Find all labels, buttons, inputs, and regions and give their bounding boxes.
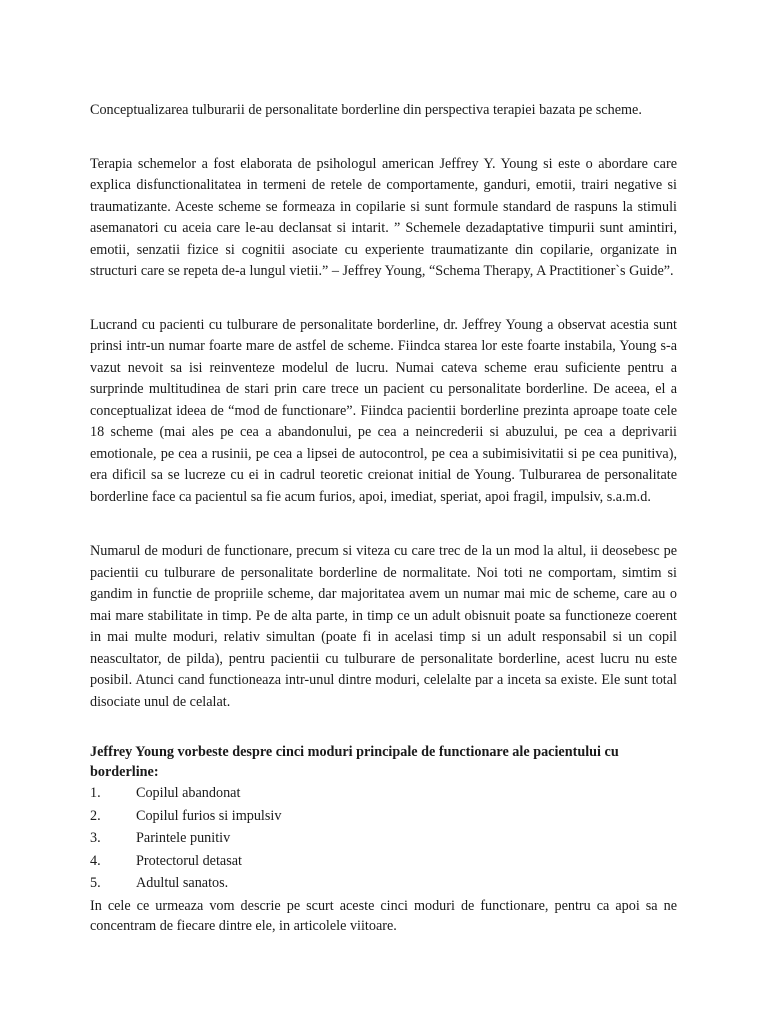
list-item [90, 872, 677, 895]
modes-list [90, 782, 677, 895]
list-item-number: 2. [90, 807, 101, 824]
paragraph-number-of-modes: Numarul de moduri de functionare, precum si viteza cu care trec de la un mod la altul, ii deosebesc pe pacientii cu tulburare de personalitate borderline de normalitate. Noi toti ne comportam, simtim si gandim in functie de propriile scheme, dar majoritatea avem un numar mai mic de scheme, care au o mai mare stabilitate in timp. Pe de alta parte, in timp ce un adult obisnuit poate sa functioneze coerent in mai multe moduri, relativ simultan (poate fi in acelasi timp si un adult responsabil si un copil neascultator, de pilda), pentru pacientii cu tulburare de personalitate borderline, acest lucru nu este posibil. Atunci cand functioneaza intr-unul dintre moduri, celelalte par a inceta sa existe. Ele sunt total disociate unul de celalat. [90, 543, 677, 710]
closing-paragraph: In cele ce urmeaza vom descrie pe scurt aceste cinci moduri de functionare, pentru ca apoi sa ne concentram de fiecare dintre ele, in articolele viitoare. [90, 897, 677, 934]
list-item [90, 850, 677, 873]
list-item-text: Copilul furios si impulsiv [136, 807, 282, 824]
list-item-number: 1. [90, 785, 101, 801]
list-item-text: Copilul abandonat [136, 785, 241, 801]
document-title: Conceptualizarea tulburarii de personalitate borderline din perspectiva terapiei bazata pe scheme. [90, 102, 642, 118]
section-heading: Jeffrey Young vorbeste despre cinci moduri principale de functionare ale pacientului cu borderline: [90, 744, 619, 780]
paragraph-schema-therapy: Terapia schemelor a fost elaborata de psihologul american Jeffrey Y. Young si este o abordare care explica disfunctionalitatea in termeni de retele de comportamente, ganduri, emotii, trairi negative si traumatizante. Aceste scheme se formeaza in copilarie si sunt formule standard de raspuns la stimuli asemanatori cu aceia care le-au declansat si intarit. ” Schemele dezadaptative timpurii sunt amintiri, emotii, senzatii fizice si cognitii asociate cu experiente traumatizante din copilarie, organizate in structuri care se repeta de-a lungul vietii.” – Jeffrey Young, “Schema Therapy, A Practitioner`s Guide”. [90, 155, 677, 279]
paragraph-borderline-modes: Lucrand cu pacienti cu tulburare de personalitate borderline, dr. Jeffrey Young a observat acestia sunt prinsi intr-un numar foarte mare de astfel de scheme. Fiindca starea lor este foarte instabila, Young s-a vazut nevoit sa isi reinventeze modelul de lucru. Numai cateva scheme erau suficiente pentru a surprinde multitudinea de stari prin care trece un pacient cu personalitate borderline. De aceea, el a conceptualizat ideea de “mod de functionare”. Fiindca pacientii borderline prezinta aproape toate cele 18 scheme (mai ales pe cea a abandonului, pe cea a neincrederii si abuzului, pe cea a deprivarii emotionale, pe cea a rusinii, pe cea a lipsei de autocontrol, pe cea a subimisivitatii si pe cea punitiva), era dificil sa se lucreze cu ei in cadrul teoretic creionat initial de Young. Tulburarea de personalitate borderline face ca pacientul sa fie acum furios, apoi, imediat, speriat, apoi fragil, impulsiv, s.a.m.d. [90, 316, 677, 505]
list-item-text: Adultul sanatos. [136, 875, 229, 891]
list-item-number: 5. [90, 875, 101, 891]
list-item-text: Parintele punitiv [136, 830, 231, 846]
list-item-number: 3. [90, 830, 101, 846]
document-page [90, 100, 677, 950]
list-item [90, 805, 677, 828]
list-item-number: 4. [90, 852, 101, 869]
list-item-text: Protectorul detasat [136, 852, 242, 869]
list-item [90, 827, 677, 850]
list-item [90, 782, 677, 805]
